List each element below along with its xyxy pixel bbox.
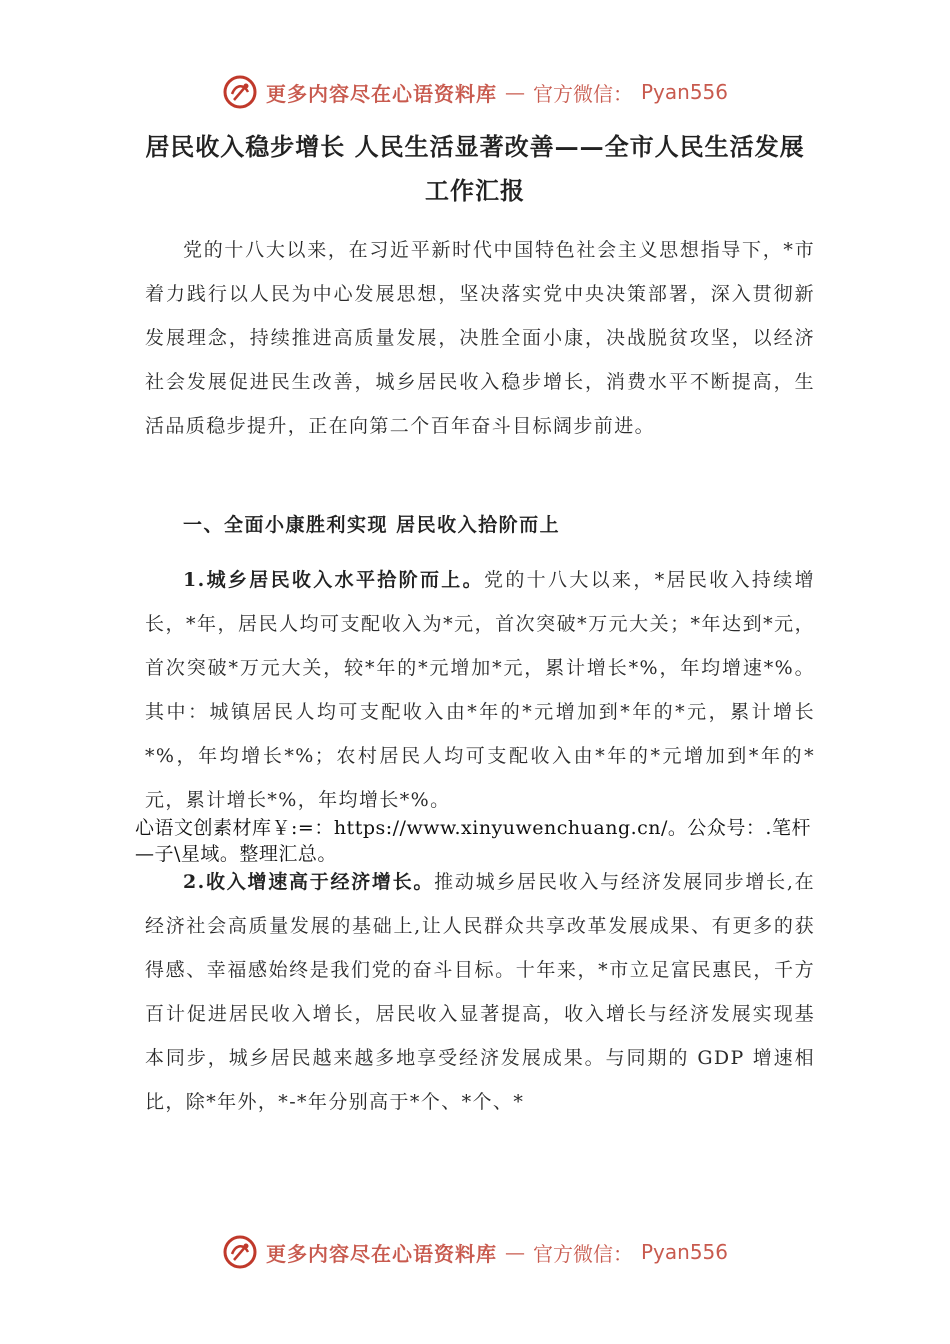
header-wechat-id: Pyan556 [640,80,728,104]
item-1-lead: 1.城乡居民收入水平拾阶而上。 [183,569,484,591]
item-2-paragraph [145,860,815,1124]
header-wechat-label: 官方微信： [532,81,633,106]
footer-brand-separator: — [504,1240,525,1264]
item-1-body: 党的十八大以来，*居民收入持续增长，*年，居民人均可支配收入为*元，首次突破*万元大关；*年达到*元，首次突破*万元大关，较*年的*元增加*元，累计增长*%，年均增速*%。其中：城镇居民人均可支配收入由*年的*元增加到*年的*元，累计增长*%，年均增长*%；农村居民人均可支配收入由*年的*元增加到*年的*元，累计增长*%，年均增长*%。 [145,569,815,811]
footer-brand-banner [0,1230,950,1274]
footer-brand-text: 更多内容尽在心语资料库 [265,1241,497,1266]
header-brand-text: 更多内容尽在心语资料库 [265,81,497,106]
item-2-lead: 2.收入增速高于经济增长。 [183,871,435,893]
item-2-body: 推动城乡居民收入与经济发展同步增长,在经济社会高质量发展的基础上,让人民群众共享改革发展成果、有更多的获得感、幸福感始终是我们党的奋斗目标。十年来，*市立足富民惠民，千方百计促进居民收入增长，居民收入显著提高，收入增长与经济发展实现基本同步，城乡居民越来越多地享受经济发展成果。与同期的 GDP 增速相比，除*年外，*-*年分别高于*个、*个、* [145,871,815,1113]
item-1-paragraph [145,558,815,822]
brand-logo-icon [222,74,258,110]
footer-wechat-label: 官方微信： [532,1241,633,1266]
section-1-heading: 一、全面小康胜利实现 居民收入拾阶而上 [183,514,561,536]
header-brand-banner [0,70,950,114]
document-title: 居民收入稳步增长 人民生活显著改善——全市人民生活发展工作汇报 [145,132,805,205]
header-brand-separator: — [504,80,525,104]
watermark-note: 心语文创素材库￥:=：https://www.xinyuwenchuang.cn/。公众号：.笔杆—子\星域。整理汇总。 [135,817,811,865]
footer-wechat-id: Pyan556 [640,1240,728,1264]
brand-logo-icon [222,1234,258,1270]
intro-paragraph: 党的十八大以来，在习近平新时代中国特色社会主义思想指导下，*市着力践行以人民为中心发展思想，坚决落实党中央决策部署，深入贯彻新发展理念，持续推进高质量发展，决胜全面小康，决战脱贫攻坚，以经济社会发展促进民生改善，城乡居民收入稳步增长，消费水平不断提高，生活品质稳步提升，正在向第二个百年奋斗目标阔步前进。 [145,239,815,437]
